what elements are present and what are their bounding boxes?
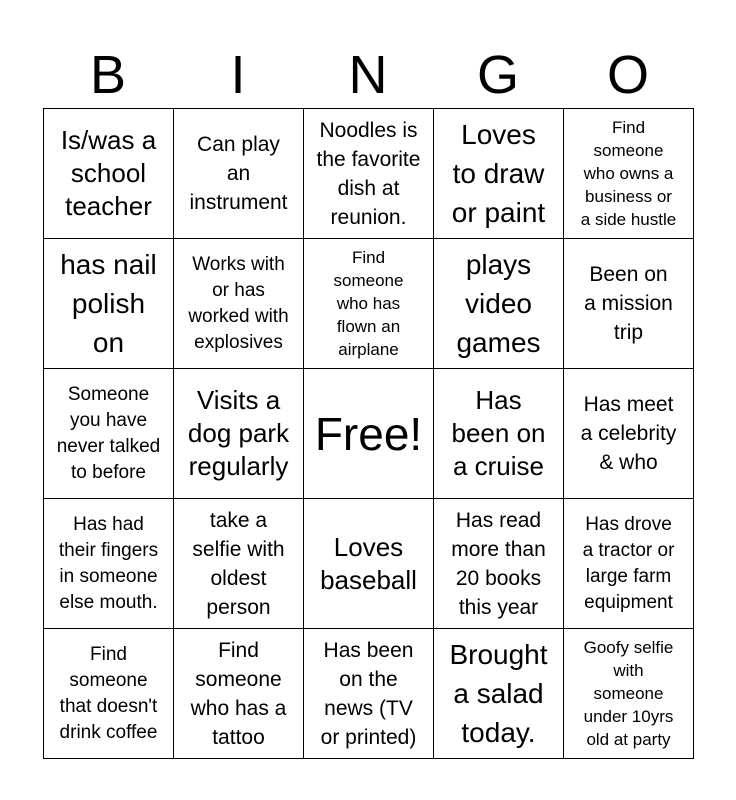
bingo-cell-text: Goofy selfie with someone under 10yrs old at party [583,638,674,749]
bingo-cell-text: Find someone who owns a business or a side hustle [580,118,677,229]
bingo-cell-text: Has been on a cruise [451,385,546,481]
header-letter-n: N [348,45,388,105]
bingo-cell-text: plays video games [456,249,541,358]
bingo-cell-text: Find someone who has a tattoo [190,638,287,749]
bingo-cell[interactable] [564,369,694,499]
bingo-cell[interactable] [564,499,694,629]
bingo-cell[interactable] [44,109,174,239]
bingo-cell[interactable] [564,629,694,759]
bingo-cell-text: Brought a salad today. [449,639,548,748]
bingo-cell-text: Works with or has worked with explosives [188,253,289,353]
bingo-cell-text: take a selfie with oldest person [192,508,285,619]
header-letter-i: I [230,45,246,105]
header-letter-o: O [606,45,649,105]
bingo-cell[interactable] [434,499,564,629]
bingo-cell-text: Find someone who has flown an airplane [333,248,404,359]
header-letter-b: B [89,45,127,105]
bingo-cell-text: Free! [314,407,423,460]
bingo-cell[interactable] [44,239,174,369]
bingo-cell-text: Visits a dog park regularly [187,385,290,481]
bingo-cell-text: Been on a mission trip [584,263,673,344]
bingo-cell-text: has nail polish on [60,249,157,358]
bingo-cell-text: Noodles is the favorite dish at reunion. [316,118,421,229]
bingo-row [44,629,694,759]
bingo-cell[interactable] [44,369,174,499]
bingo-cell[interactable] [434,369,564,499]
bingo-cell-text: Is/was a school teacher [60,125,157,221]
bingo-cell-text: Loves to draw or paint [451,119,546,228]
bingo-cell[interactable] [174,239,304,369]
bingo-cell-text: Can play an instrument [189,133,288,214]
bingo-cell[interactable] [564,239,694,369]
bingo-cell-text: Has read more than 20 books this year [451,508,546,619]
bingo-cell-text: Has meet a celebrity & who [580,393,677,474]
bingo-cell-text: Someone you have never talked to before [56,383,161,483]
header-letter-g: G [476,45,519,105]
bingo-row [44,499,694,629]
bingo-cell[interactable] [304,109,434,239]
bingo-cell[interactable] [44,499,174,629]
bingo-row [44,109,694,239]
bingo-cell[interactable] [434,239,564,369]
bingo-cell[interactable] [174,499,304,629]
bingo-cell[interactable] [174,369,304,499]
bingo-cell[interactable] [564,109,694,239]
bingo-row [44,239,694,369]
bingo-card [43,108,694,759]
bingo-header [43,42,693,108]
bingo-cell[interactable] [174,109,304,239]
bingo-cell-text: Loves baseball [320,531,417,595]
bingo-cell-text: Find someone that doesn't drink coffee [59,643,158,743]
free-space-cell[interactable] [304,369,434,499]
bingo-cell[interactable] [304,629,434,759]
bingo-cell-text: Has been on the news (TV or printed) [320,638,417,749]
bingo-cell[interactable] [174,629,304,759]
bingo-cell-text: Has drove a tractor or large farm equipment [582,513,675,613]
bingo-row [44,369,694,499]
bingo-cell[interactable] [434,629,564,759]
bingo-cell-text: Has had their fingers in someone else mouth. [58,513,159,613]
bingo-cell[interactable] [304,499,434,629]
bingo-cell[interactable] [44,629,174,759]
bingo-cell[interactable] [434,109,564,239]
bingo-cell[interactable] [304,239,434,369]
